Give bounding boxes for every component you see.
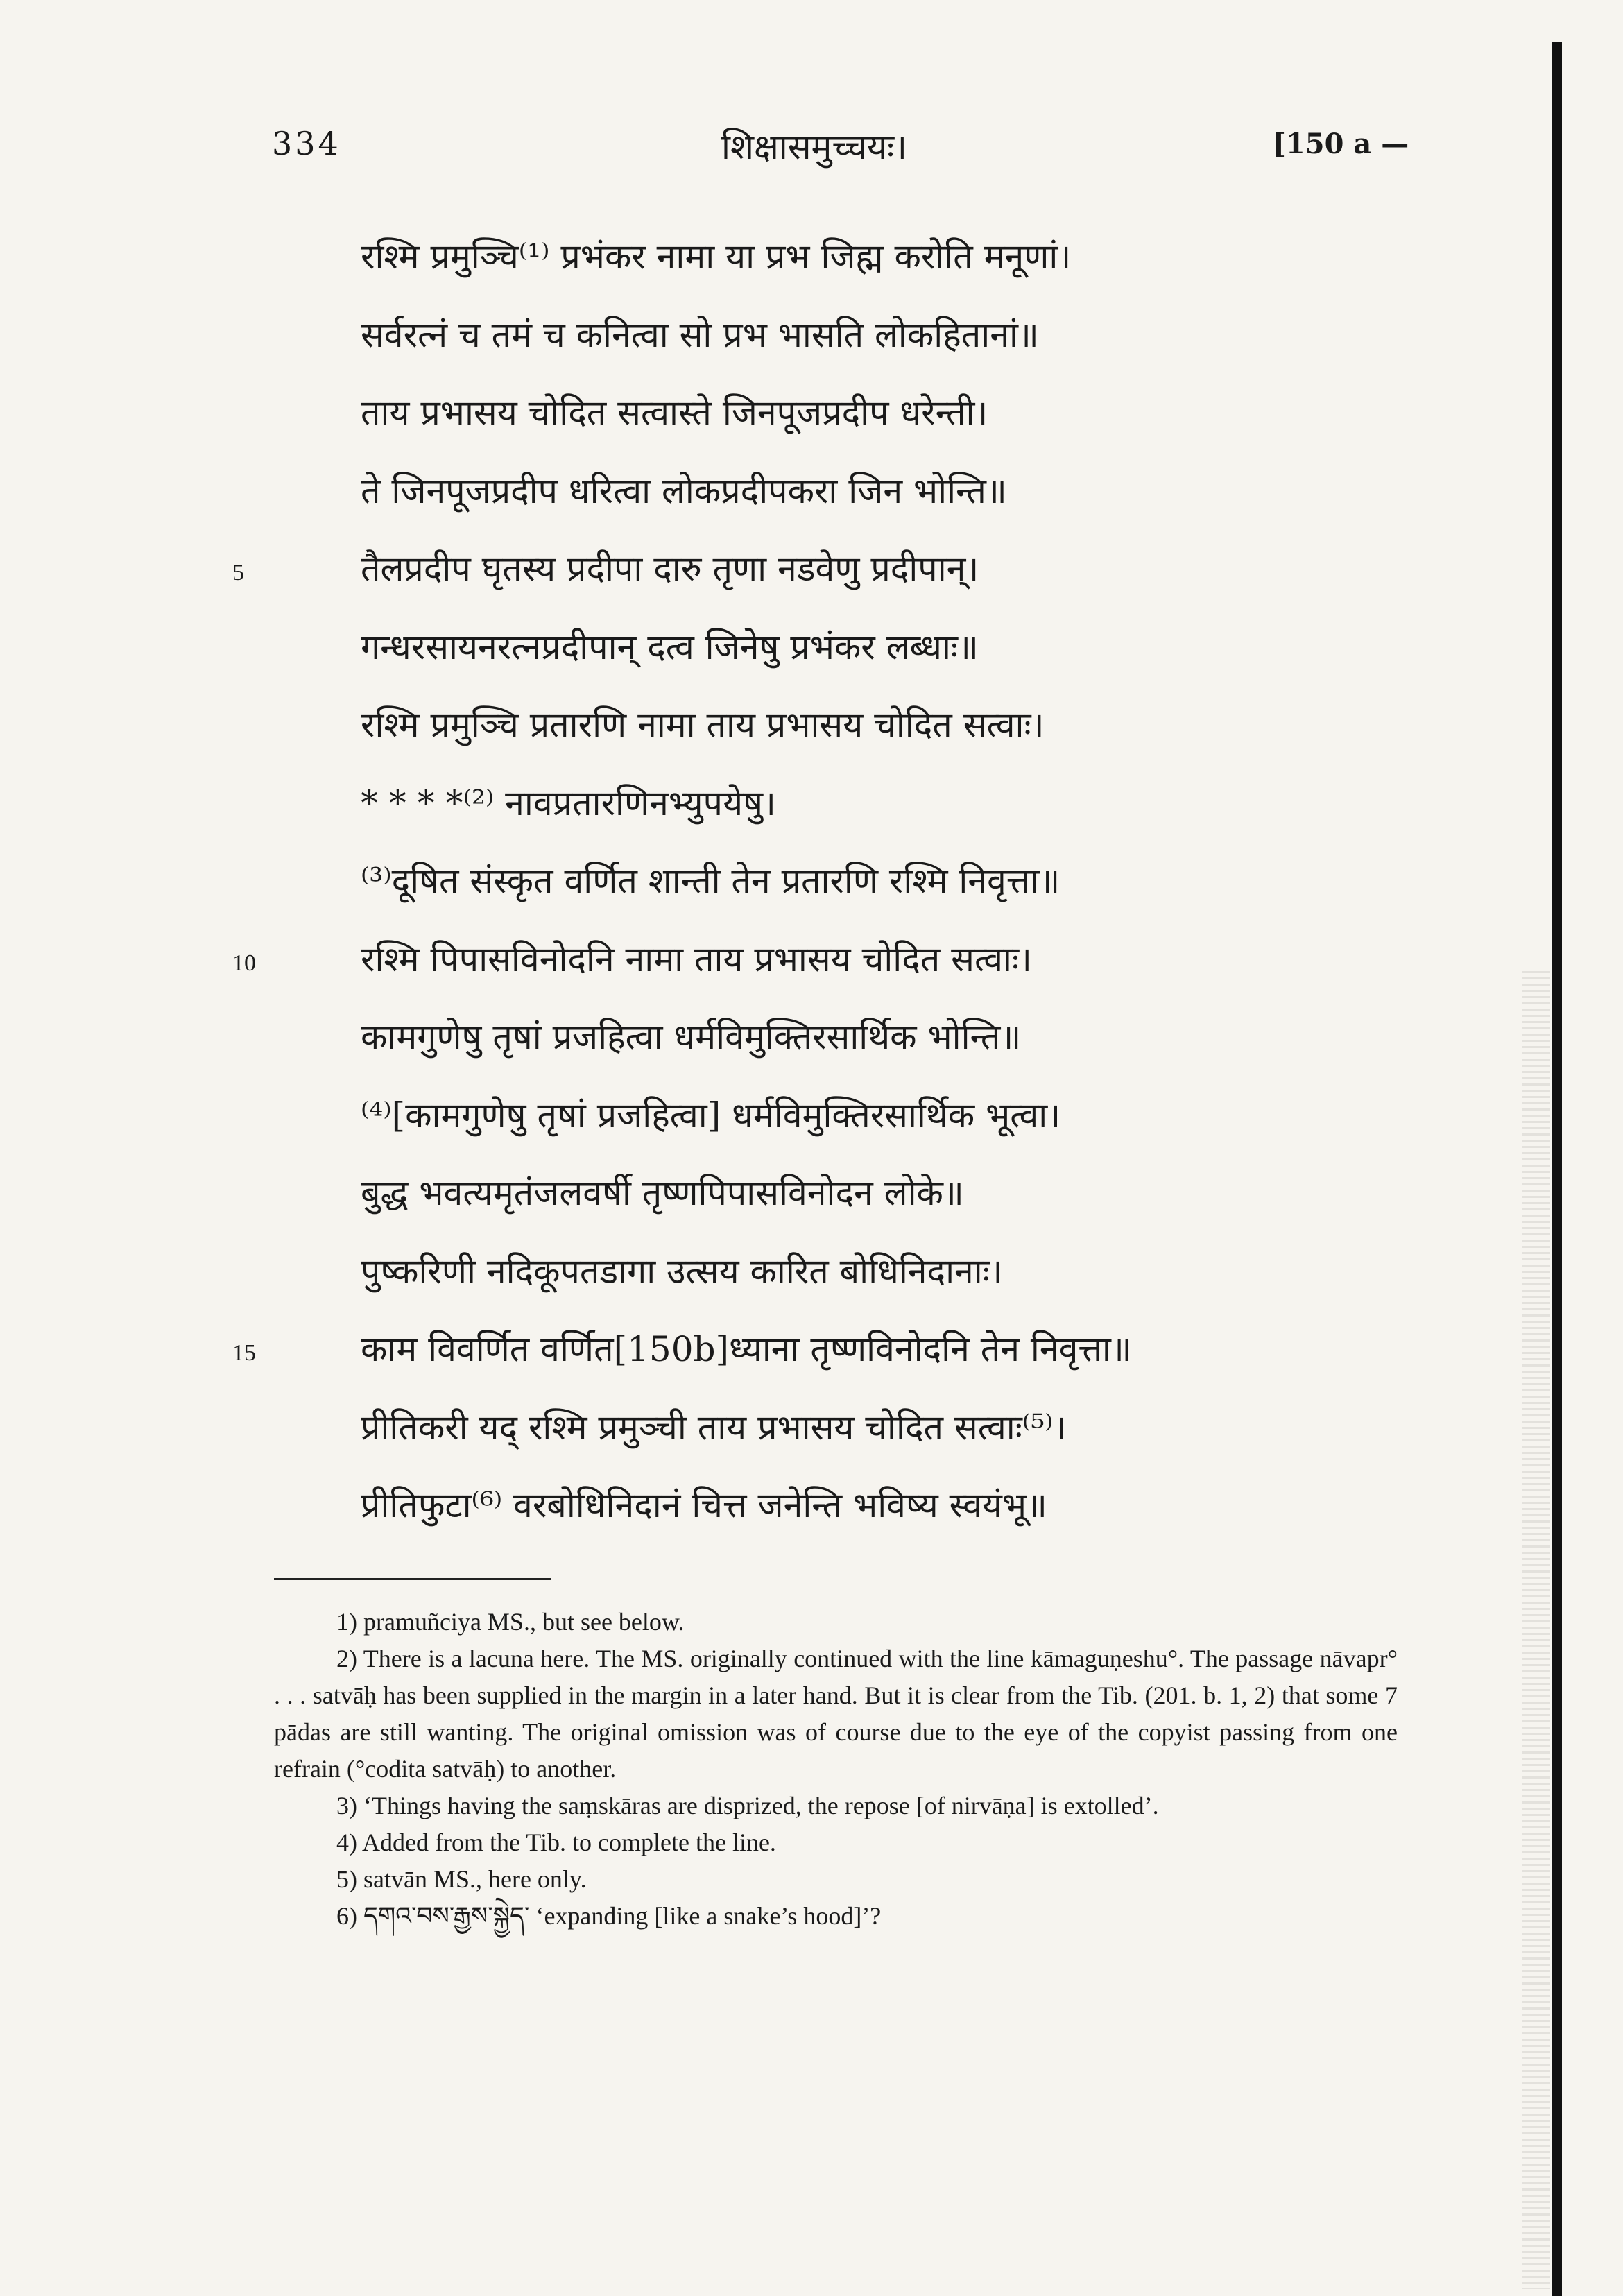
verse-text: रश्मि पिपासविनोदनि नामा ताय प्रभासय चोदित सत्वाः। [361,939,1033,979]
verse-text: बुद्ध भवत्यमृतंजलवर्षी तृष्णपिपासविनोदन लोके॥ [361,1173,964,1213]
verse-text: गन्धरसायनरत्नप्रदीपान् दत्व जिनेषु प्रभंकर लब्धाः॥ [361,626,979,667]
page-edge-noise [1522,971,1550,2289]
footnote: 2) There is a lacuna here. The MS. originally continued with the line kāmaguṇeshu°. The passage nāvapr° . . . satvāḥ has been supplied in the margin in a later hand. But it is clear from the Tib. (201. b. 1, 2) that some 7 pādas are still wanting. The original omission was of course due to the eye of the copyist passing from one refrain (°codita satvāḥ) to another. [274,1645,1398,1783]
verse-text: सर्वरत्नं च तमं च कनित्वा सो प्रभ भासति लोकहितानां॥ [361,314,1039,355]
verse-line [361,619,1332,698]
verse-text: प्रीतिफुटा⁽⁶⁾ वरबोधिनिदानं चित्त जनेन्ति भविष्य स्वयंभू॥ [361,1485,1047,1525]
verse-line [361,1088,1332,1166]
footnote-divider [274,1578,551,1580]
folio-reference: [150 a — [1273,128,1409,160]
verse-line [361,1400,1332,1478]
binding-edge [1552,42,1562,2296]
verse-text: रश्मि प्रमुञ्चि प्रतारणि नामा ताय प्रभासय चोदित सत्वाः। [361,705,1045,745]
verse-text: काम विवर्णित वर्णित[150b]ध्याना तृष्णविनोदनि तेन निवृत्ता॥ [361,1329,1132,1369]
verse-line [361,307,1332,386]
footnote: 4) Added from the Tib. to complete the line. [336,1828,776,1856]
verse-text: ते जिनपूजप्रदीप धरित्वा लोकप्रदीपकरा जिन भोन्ति॥ [361,470,1007,511]
verse-text: प्रीतिकरी यद् रश्मि प्रमुञ्ची ताय प्रभासय चोदित सत्वाः⁽⁵⁾। [361,1407,1067,1448]
verse-line [361,697,1332,776]
line-number: 10 [232,950,256,976]
verse-text: पुष्करिणी नदिकूपतडागा उत्सय कारित बोधिनिदानाः। [361,1251,1003,1292]
verse-line [361,385,1332,463]
verse-text: ⁽⁴⁾[कामगुणेषु तृषां प्रजहित्वा] धर्मविमुक्तिरसार्थिक भूत्वा। [361,1095,1061,1136]
verse-line [361,463,1332,542]
verse-line [361,1477,1332,1556]
line-number: 5 [232,560,244,585]
footnote: 1) pramuñciya MS., but see below. [336,1608,685,1636]
footnote: 5) satvān MS., here only. [336,1865,587,1893]
footnote: 3) ‘Things having the saṃskāras are disprized, the repose [of nirvāṇa] is extolled’. [336,1792,1159,1819]
verse-line [361,853,1332,932]
verse-line [361,776,1332,854]
verse-line [361,1165,1332,1244]
verse-text: कामगुणेषु तृषां प्रजहित्वा धर्मविमुक्तिरसार्थिक भोन्ति॥ [361,1017,1022,1057]
verse-line [361,1009,1332,1088]
verse-text: रश्मि प्रमुञ्चि⁽¹⁾ प्रभंकर नामा या प्रभ जिह्म करोति मनूणां। [361,237,1072,277]
verse-line [232,541,1332,619]
verse-line [361,229,1332,307]
running-title: शिक्षासमुच्चयः। [721,127,908,167]
running-header [0,125,1623,180]
footnotes [274,1604,1398,1935]
verse-text: ⁽³⁾दूषित संस्कृत वर्णित शान्ती तेन प्रतारणि रश्मि निवृत्ता॥ [361,861,1060,901]
verse-text: ताय प्रभासय चोदित सत्वास्ते जिनपूजप्रदीप धरेन्ती। [361,393,988,433]
verse-line [232,1321,1332,1400]
verse-text: तैलप्रदीप घृतस्य प्रदीपा दारु तृणा नडवेणु प्रदीपान्। [361,549,979,589]
verse-line [232,932,1332,1010]
verse-block [232,229,1332,1556]
page-number: 334 [272,125,341,162]
line-number: 15 [232,1340,256,1366]
verse-line [361,1244,1332,1322]
verse-text: * * * *⁽²⁾ नावप्रतारणिनभ्युपयेषु। [361,782,776,823]
footnote: 6) དགའ་བས་རྒྱས་སྐྱེད་ ‘expanding [like a snake’s hood]’? [336,1902,882,1930]
